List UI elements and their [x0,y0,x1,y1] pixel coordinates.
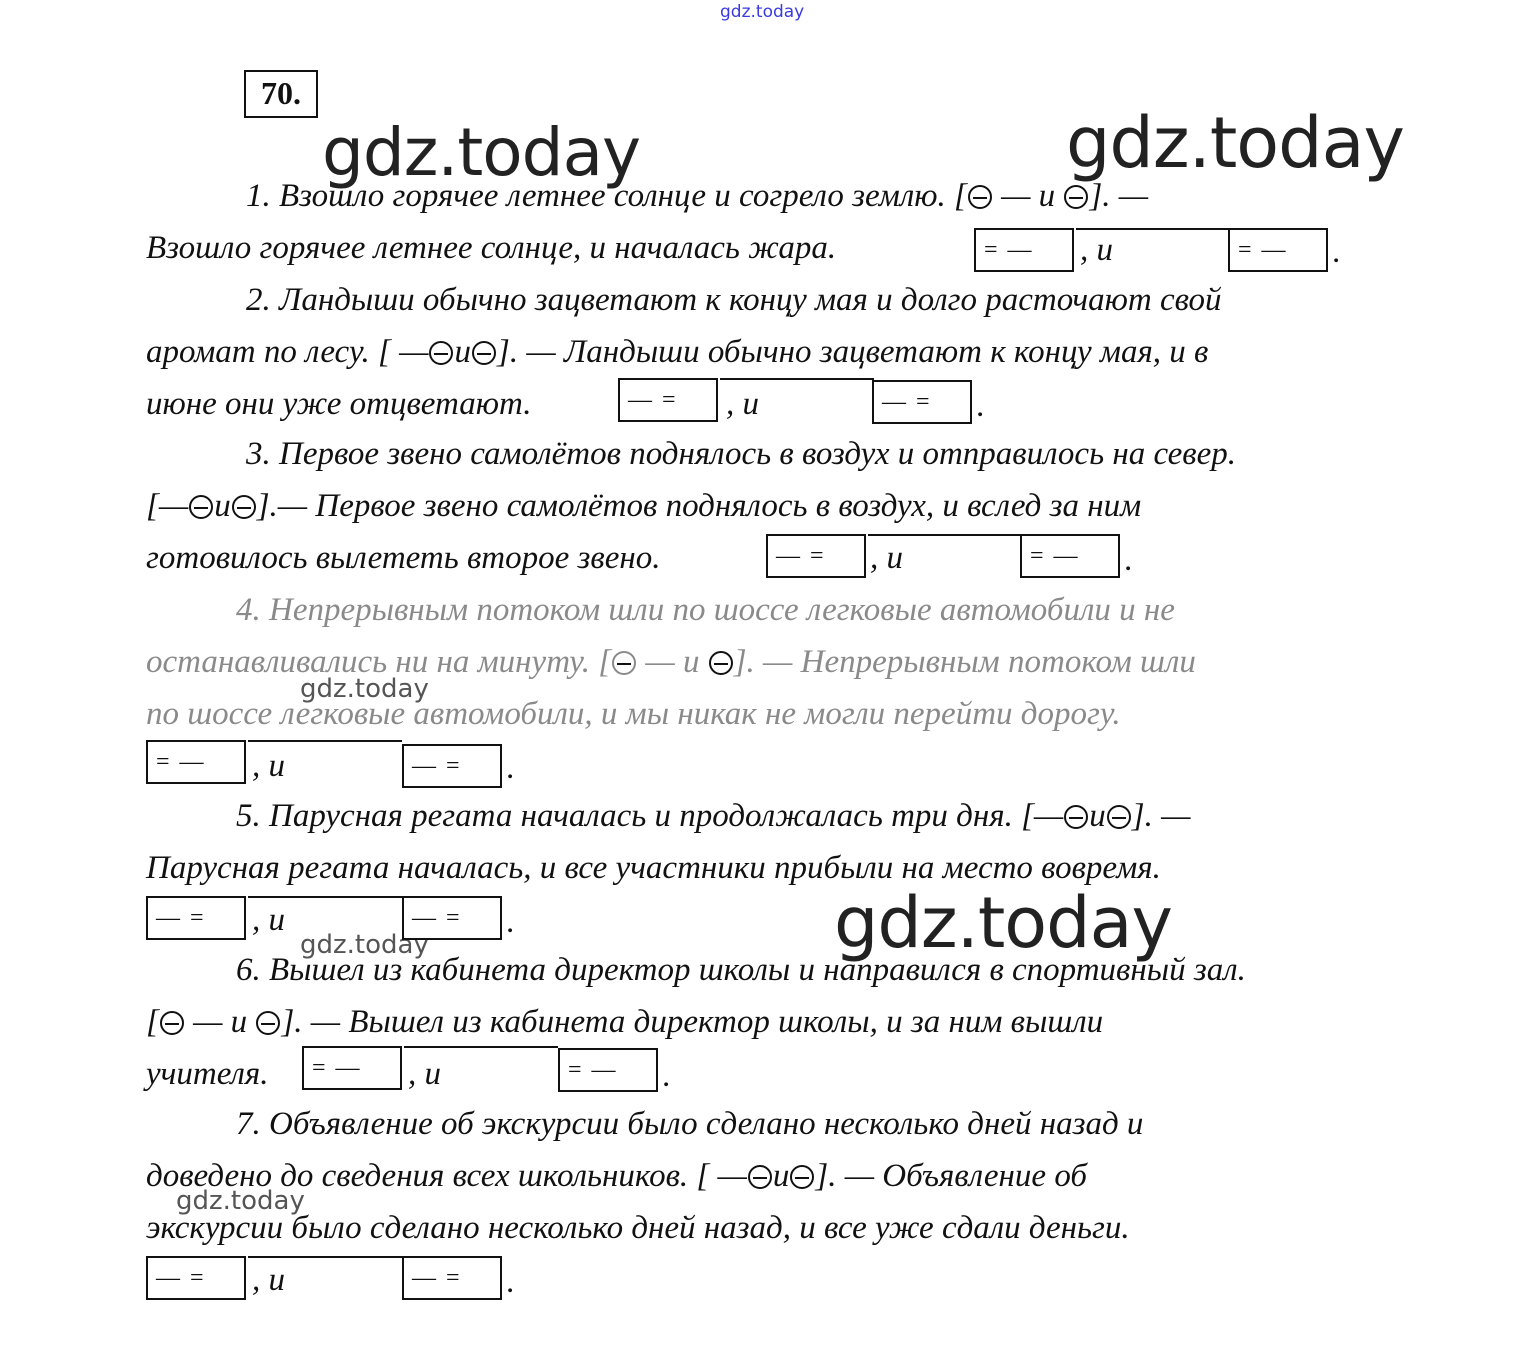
scheme-connector-line [404,1046,558,1048]
scheme-period: . [506,904,515,940]
subject-oval-icon [968,185,992,209]
scheme-connector-line [248,740,402,742]
subject-oval-icon [1064,185,1088,209]
scheme-period: . [1124,542,1133,578]
item-4-line-3: по шоссе легковые автомобили, и мы никак не могли перейти дорогу. [146,696,1121,732]
item-3-line-2: [— и ].— Первое звено самолётов поднялось в воздух, и вслед за ним [146,488,1142,524]
scheme-conjunction: , и [252,1262,285,1298]
subject-oval-icon [1064,805,1088,829]
item-2-line-2: аромат по лесу. [ — и ]. — Ландыши обычно зацветают к концу мая, и в [146,334,1209,370]
item-3-line-1: 3. Первое звено самолётов поднялось в воздух и отправилось на север. [246,436,1237,472]
scheme-connector-line [248,1256,402,1258]
subject-oval-icon [429,341,453,365]
item-7-line-1: 7. Объявление об экскурсии было сделано несколько дней назад и [236,1106,1144,1142]
scheme-connector-line [248,896,402,898]
subject-oval-icon [472,341,496,365]
item-1-line-2: Взошло горячее летнее солнце, и началась жара. [146,230,837,266]
item-7-line-2: доведено до сведения всех школьников. [ — и ]. — Объявление об [146,1158,1087,1194]
scheme-conjunction: , и [1080,232,1113,268]
subject-oval-icon [256,1011,280,1035]
scheme-box: = — [1228,228,1328,272]
item-2-line-3: июне они уже отцветают. [146,386,532,422]
scheme-box: — = [146,896,246,940]
scheme-box: — = [766,534,866,578]
scheme-conjunction: , и [252,748,285,784]
subject-oval-icon [232,495,256,519]
subject-oval-icon [709,651,733,675]
item-6-line-3: учителя. [146,1056,269,1092]
subject-oval-icon [748,1165,772,1189]
scheme-period: . [506,750,515,786]
top-watermark: gdz.today [720,2,805,22]
watermark-big: gdz.today [834,882,1172,964]
scheme-period: . [506,1264,515,1300]
scheme-box: = — [146,740,246,784]
scheme-box: = — [974,228,1074,272]
scheme-box: — = [146,1256,246,1300]
scheme-conjunction: , и [726,386,759,422]
item-4-line-1: 4. Непрерывным потоком шли по шоссе легковые автомобили и не [236,592,1175,628]
scheme-box: = — [302,1046,402,1090]
item-2-line-1: 2. Ландыши обычно зацветают к концу мая и долго расточают свой [246,282,1222,318]
item-6-line-1: 6. Вышел из кабинета директор школы и направился в спортивный зал. [236,952,1246,988]
scheme-box: — = [618,378,718,422]
scheme-period: . [1332,234,1341,270]
watermark-small: gdz.today [300,674,429,704]
scheme-conjunction: , и [870,540,903,576]
scheme-box: = — [1020,534,1120,578]
scheme-conjunction: , и [408,1056,441,1092]
item-1-line-1: 1. Взошло горячее летнее солнце и согрело землю. [ — и ]. — [246,178,1149,214]
item-5-line-2: Парусная регата началась, и все участники прибыли на место вовремя. [146,850,1161,886]
scheme-box: — = [402,744,502,788]
subject-oval-icon [790,1165,814,1189]
watermark-small: gdz.today [300,930,429,960]
scheme-box: — = [402,896,502,940]
subject-oval-icon [612,651,636,675]
item-5-line-1: 5. Парусная регата началась и продолжалась три дня. [— и ]. — [236,798,1191,834]
watermark-big: gdz.today [322,114,641,191]
scheme-connector-line [720,378,874,380]
subject-oval-icon [189,495,213,519]
scheme-conjunction: , и [252,902,285,938]
subject-oval-icon [160,1011,184,1035]
subject-oval-icon [1107,805,1131,829]
item-4-line-2: останавливались ни на минуту. [ — и ]. — Непрерывным потоком шли [146,644,1196,680]
scheme-box: — = [402,1256,502,1300]
watermark-small: gdz.today [176,1186,305,1216]
watermark-big: gdz.today [1066,102,1404,184]
scheme-box: — = [872,380,972,424]
item-3-line-3: готовилось вылететь второе звено. [146,540,661,576]
item-6-line-2: [ — и ]. — Вышел из кабинета директор школы, и за ним вышли [146,1004,1104,1040]
exercise-number: 70. [244,70,318,118]
scheme-period: . [976,388,985,424]
scheme-connector-line [868,534,1022,536]
item-7-line-3: экскурсии было сделано несколько дней назад, и все уже сдали деньги. [146,1210,1130,1246]
scheme-box: = — [558,1048,658,1092]
scheme-period: . [662,1058,671,1094]
